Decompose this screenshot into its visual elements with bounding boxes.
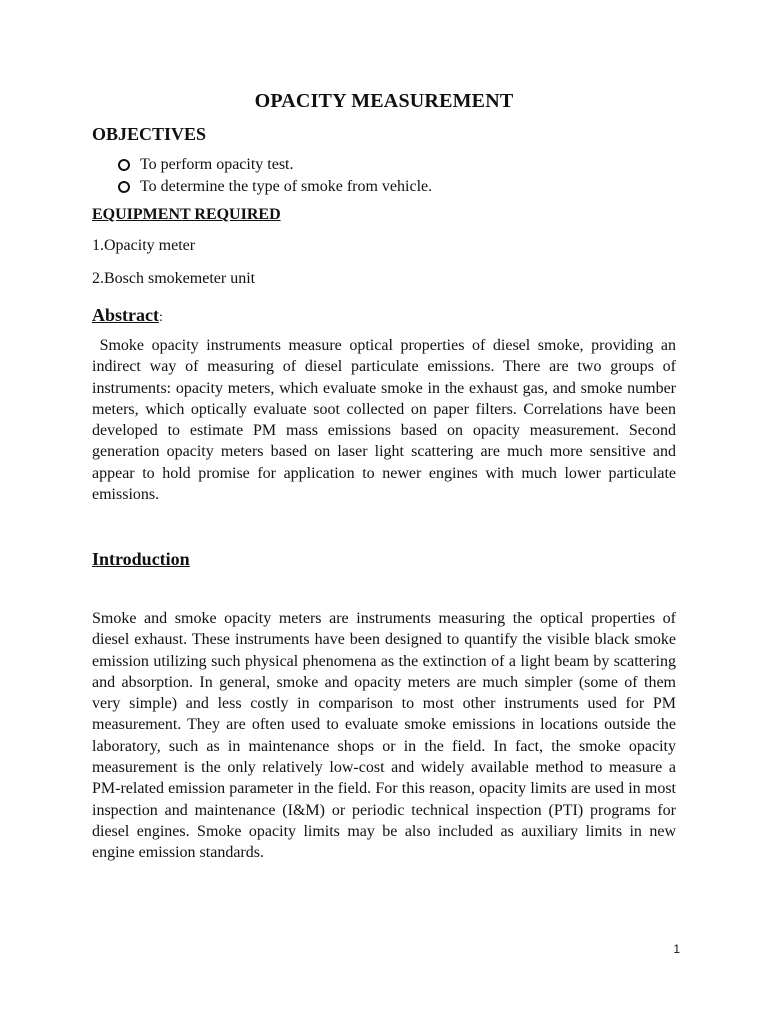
objective-text: To perform opacity test. — [140, 156, 294, 173]
equipment-item: 2.Bosch smokemeter unit — [92, 270, 256, 287]
objectives-heading: OBJECTIVES — [92, 124, 207, 144]
introduction-heading: Introduction — [92, 549, 190, 569]
list-item — [118, 176, 432, 198]
objective-text: To determine the type of smoke from vehicle. — [140, 178, 433, 195]
page-title: OPACITY MEASUREMENT — [254, 90, 514, 112]
abstract-heading-colon: : — [158, 310, 163, 325]
abstract-paragraph: Smoke opacity instruments measure optical properties of diesel smoke, providing an indirect way of measuring of diesel particulate emissions. There are two groups of instruments: opacity meters, which evaluate smoke in the exhaust gas, and smoke number meters, which optically evaluate soot collected on paper filters. Correlations have been developed to estimate PM mass emissions based on opacity measurement. Second generation opacity meters based on laser light scattering are much more sensitive and appear to hold promise for application to newer engines with much lower particulate emissions. — [92, 337, 681, 504]
equipment-heading: EQUIPMENT REQUIRED — [92, 206, 281, 223]
abstract-heading-text: Abstract — [92, 305, 159, 325]
equipment-item: 1.Opacity meter — [92, 237, 196, 254]
introduction-paragraph: Smoke and smoke opacity meters are instruments measuring the optical properties of diesel exhaust. These instruments have been designed to quantify the visible black smoke emission utilizing such physical phenomena as the extinction of a light beam by scattering and absorption. In general, smoke and opacity meters are much simpler (some of them very simple) and less costly in comparison to most other instruments used for PM measurement. They are often used to evaluate smoke emissions in locations outside the laboratory, such as in maintenance shops or in the field. In fact, the smoke opacity measurement is the only relatively low-cost and widely available method to measure a PM-related emission parameter in the field. For this reason, opacity limits are used in most inspection and maintenance (I&M) or periodic technical inspection (PTI) programs for diesel engines. Smoke opacity limits may be also included as auxiliary limits in new engine emission standards. — [92, 610, 676, 862]
abstract-heading — [92, 305, 163, 326]
list-item — [118, 154, 432, 176]
circle-bullet-icon — [118, 181, 130, 193]
objectives-list — [118, 154, 432, 198]
page-number: 1 — [673, 942, 680, 956]
circle-bullet-icon — [118, 159, 130, 171]
